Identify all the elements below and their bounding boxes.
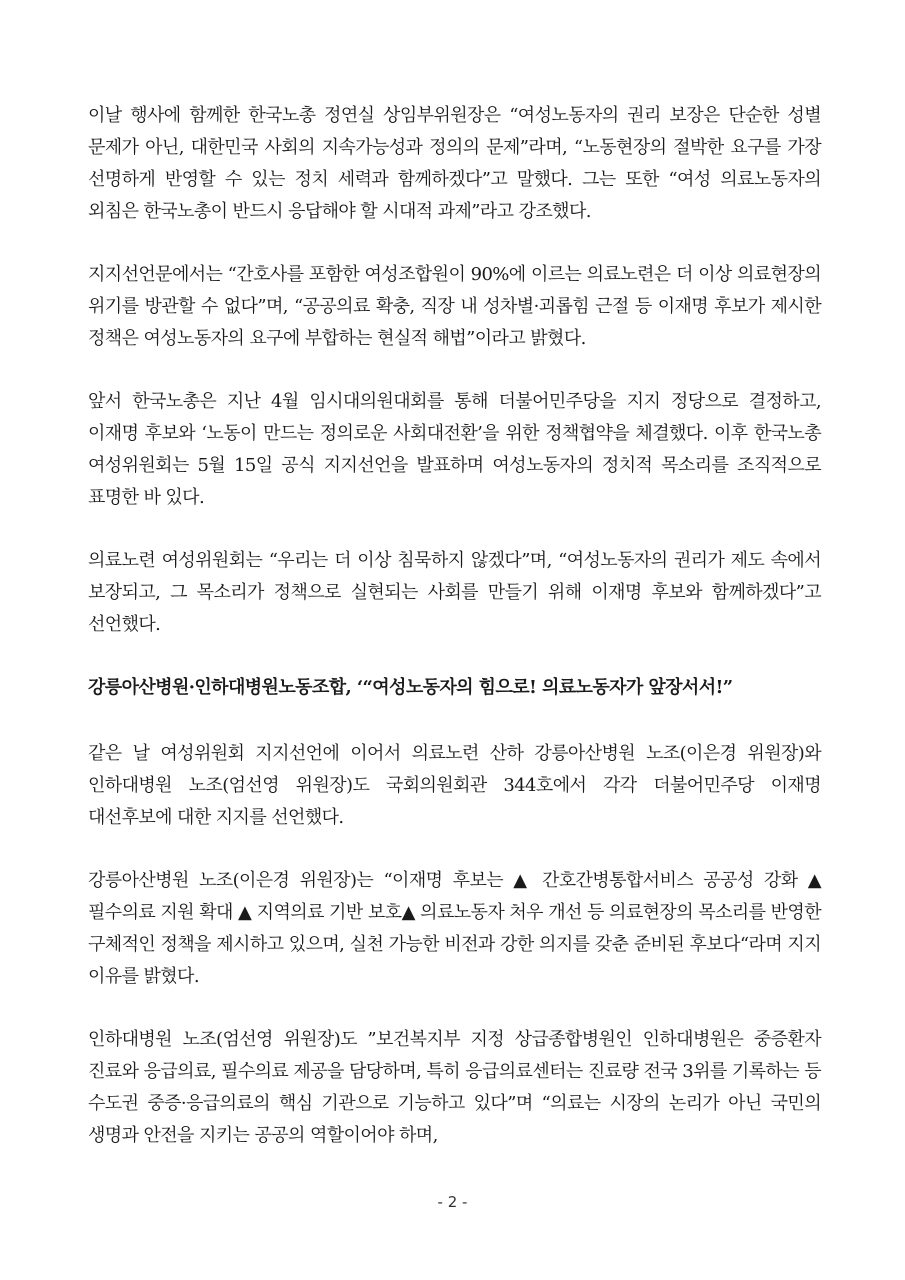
paragraph-background: 앞서 한국노총은 지난 4월 임시대의원대회를 통해 더불어민주당을 지지 정당으로 결정하고, 이재명 후보와 ‘노동이 만드는 정의로운 사회대전환’을 위한 정책협약을 체결했다. 이후 한국노총 여성위원회는 5월 15일 공식 지지선언을 발표하며 여성노동자의 정치적 목소리를 조직적으로 표명한 바 있다.: [88, 391, 821, 508]
paragraph-hospital-unions: 같은 날 여성위원회 지지선언에 이어서 의료노련 산하 강릉아산병원 노조(이은경 위원장)와 인하대병원 노조(엄선영 위원장)도 국회의원회관 344호에서 각각 더불어민주당 이재명 대선후보에 대한 지지를 선언했다.: [88, 743, 821, 828]
paragraph-declaration: 지지선언문에서는 “간호사를 포함한 여성조합원이 90%에 이르는 의료노련은 더 이상 의료현장의 위기를 방관할 수 없다”며, “공공의료 확충, 직장 내 성차별·괴롭힘 근절 등 이재명 후보가 제시한 정책은 여성노동자의 요구에 부합하는 현실적 해법”이라고 밝혔다.: [88, 264, 821, 349]
section-heading: 강릉아산병원·인하대병원노동조합, ‘“여성노동자의 힘으로! 의료노동자가 앞장서서!”: [88, 677, 733, 698]
paragraph-inha: 인하대병원 노조(엄선영 위원장)도 ”보건복지부 지정 상급종합병원인 인하대병원은 중증환자 진료와 응급의료, 필수의료 제공을 담당하며, 특히 응급의료센터는 진료량 전국 3위를 기록하는 등 수도권 중증·응급의료의 핵심 기관으로 기능하고 있다”며 “의료는 시장의 논리가 아닌 국민의 생명과 안전을 지키는 공공의 역할이어야 하며,: [88, 1029, 821, 1146]
paragraph-gangneung: 강릉아산병원 노조(이은경 위원장)는 “이재명 후보는 ▲ 간호간병통합서비스 공공성 강화 ▲ 필수의료 지원 확대 ▲ 지역의료 기반 보호▲ 의료노동자 처우 개선 등 의료현장의 목소리를 반영한 구체적인 정책을 제시하고 있으며, 실천 가능한 비전과 강한 의지를 갖춘 준비된 후보다“라며 지지 이유를 밝혔다.: [88, 870, 821, 987]
paragraph-speech: 이날 행사에 함께한 한국노총 정연실 상임부위원장은 “여성노동자의 권리 보장은 단순한 성별 문제가 아닌, 대한민국 사회의 지속가능성과 정의의 문제”라며, “노동현장의 절박한 요구를 가장 선명하게 반영할 수 있는 정치 세력과 함께하겠다”고 말했다. 그는 또한 “여성 의료노동자의 외침은 한국노총이 반드시 응답해야 할 시대적 과제”라고 강조했다.: [88, 105, 821, 222]
page-number: - 2 -: [437, 1193, 468, 1211]
paragraph-women-committee: 의료노련 여성위원회는 “우리는 더 이상 침묵하지 않겠다”며, “여성노동자의 권리가 제도 속에서 보장되고, 그 목소리가 정책으로 실현되는 사회를 만들기 위해 이재명 후보와 함께하겠다”고 선언했다.: [88, 550, 821, 635]
